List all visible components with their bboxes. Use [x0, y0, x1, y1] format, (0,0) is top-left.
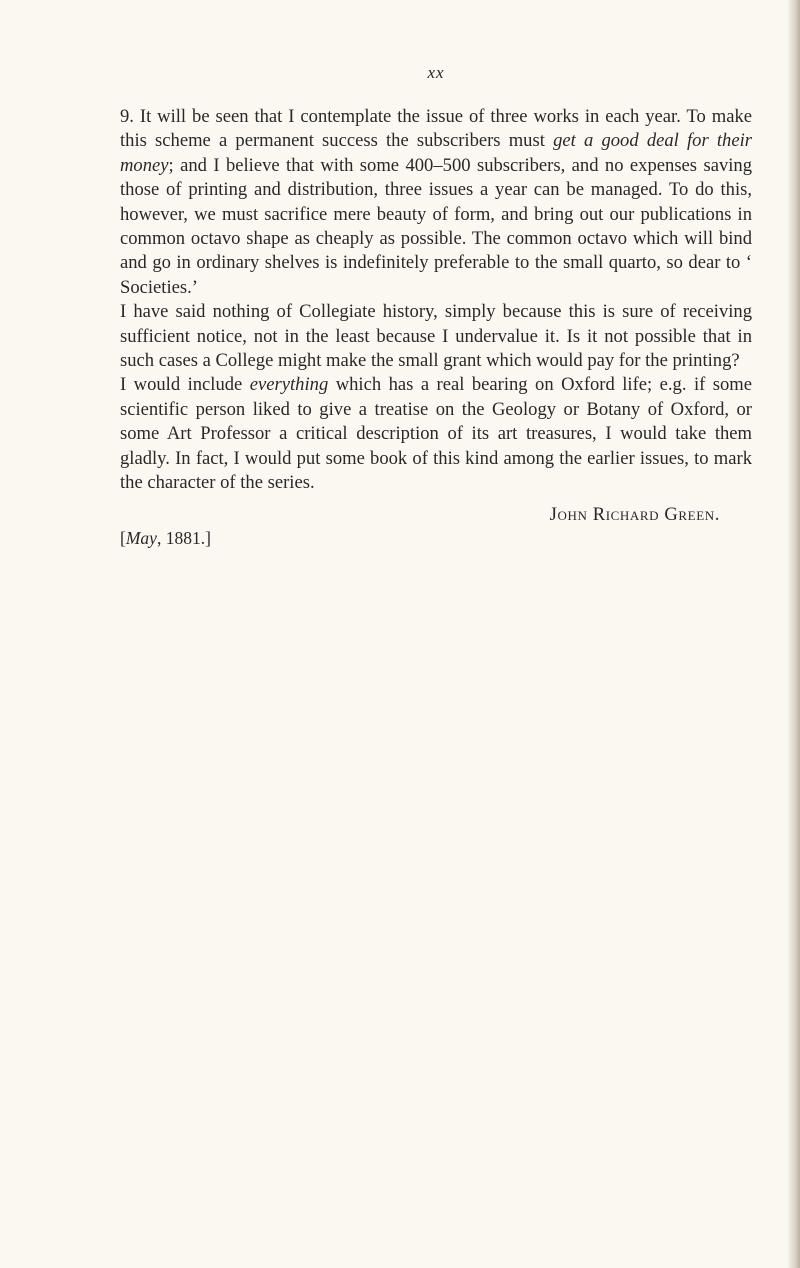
paragraph-3-tail: which has a real bearing on Oxford life; e.g. if some scientific person liked to give a treatise on the Geology or Botany of Oxford, or some Art Professor a critical description of its art treasures, I would take them gladly. In fact, I would put some book of this kind among the earlier issues, to mark the character of the series.: [120, 374, 752, 494]
paragraph-1-emphasis: get a good deal for their money: [120, 130, 752, 176]
paragraph-1-tail: ; and I believe that with some 400–500 subscribers, and no expenses saving those of printing and distribution, three issues a year can be managed. To do this, however, we must sacrifice mere beauty of form, and bring out our publications in common octavo shape as cheaply as possible. The common octavo which will bind and go in ordinary shelves is indefinitely preferable to the small quarto, so dear to ‘ Societies.’: [120, 154, 752, 298]
dateline: [120, 528, 752, 549]
paragraph-2-lead: I have said nothing of Collegiate history, simply because this is sure of receiving sufficient notice, not in the least because I undervalue it. Is it not possible that in such cases a College might make the small grant which would pay for the printing?: [120, 301, 752, 372]
dateline-month: May: [125, 527, 157, 548]
author-signature: John Richard Green.: [549, 503, 720, 525]
page-header: xx: [427, 63, 445, 82]
paragraph-1: [120, 105, 752, 300]
dateline-open: [: [120, 527, 126, 548]
paragraph-1-lead: 9. It will be seen that I contemplate the issue of three works in each year. To make this scheme a permanent success the subscribers must: [120, 106, 752, 152]
document-page: [120, 63, 752, 549]
paragraph-3: [120, 373, 752, 495]
dateline-rest: , 1881.]: [156, 527, 211, 548]
page-edge: [788, 0, 800, 1268]
paragraph-3-emphasis: everything: [249, 374, 329, 396]
paragraph-2: [120, 300, 752, 373]
paragraph-3-lead: I would include: [120, 374, 250, 396]
